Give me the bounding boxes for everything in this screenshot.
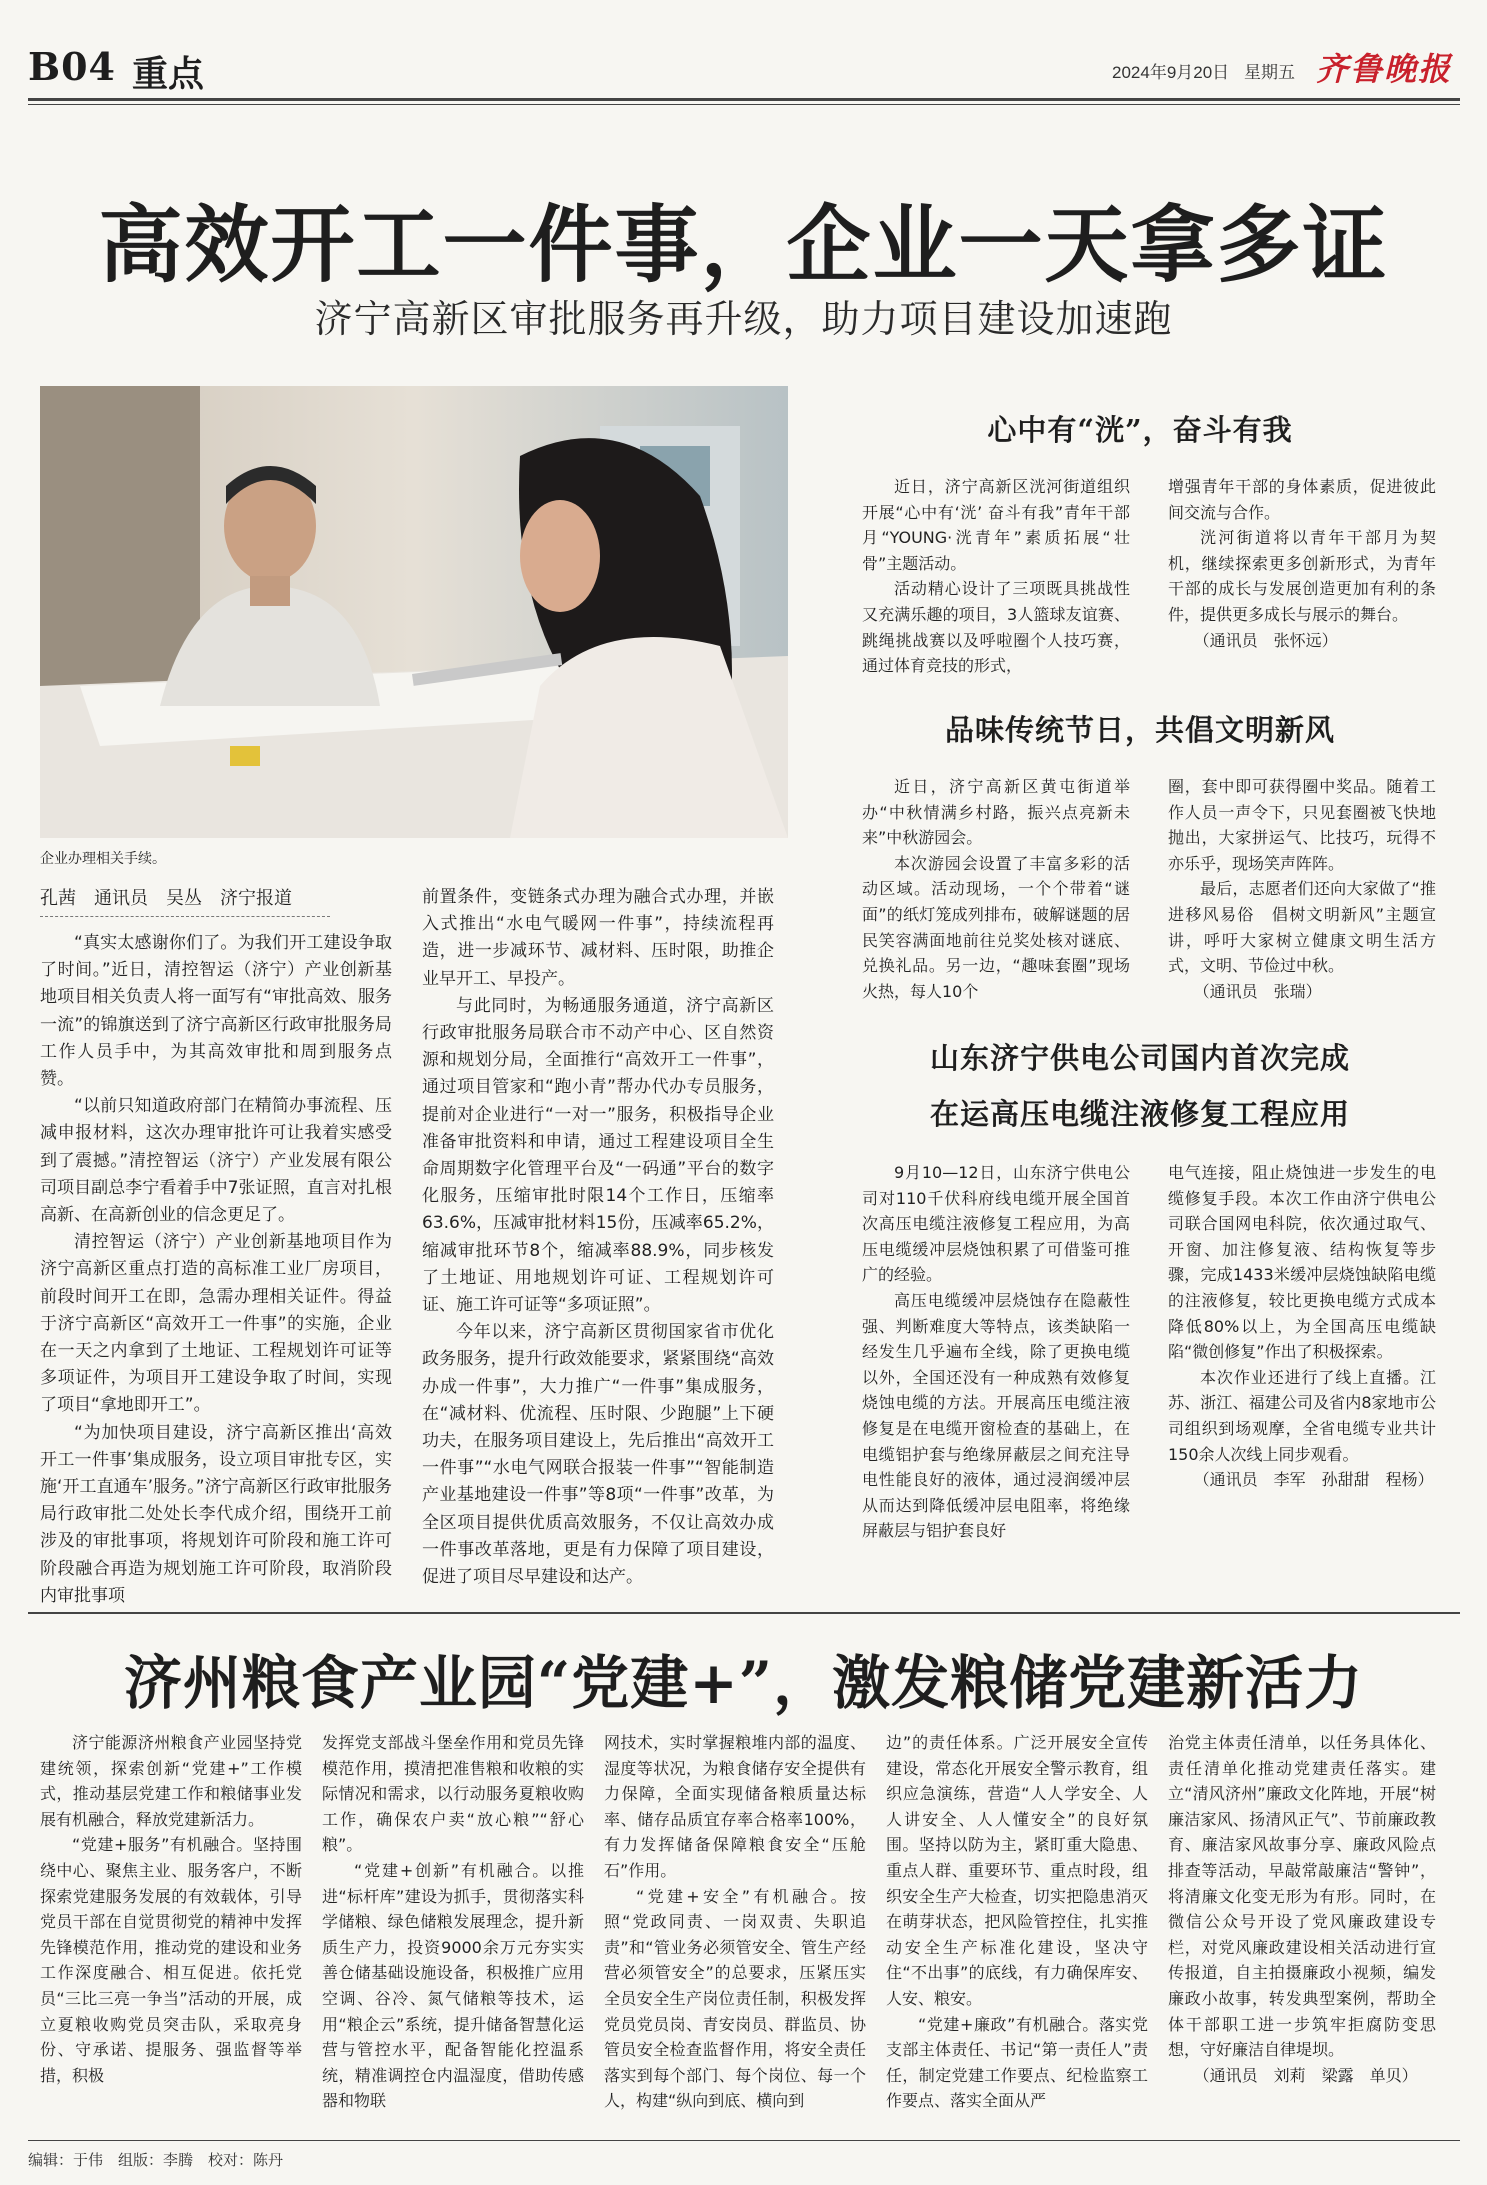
paragraph: 增强青年干部的身体素质，促进彼此间交流与合作。 xyxy=(1168,477,1436,522)
paragraph: 电气连接，阻止烧蚀进一步发生的电缆修复手段。本次工作由济宁供电公司联合国网电科院，依次通过取气、开窗、加注修复液、结构恢复等步骤，完成1433米缓冲层烧蚀缺陷电缆的注液修复，较比更换电缆方式成本降低80%以上，为全国高压电缆缺陷“微创修复”作出了积极探索。 xyxy=(1168,1163,1436,1362)
paragraph: 本次作业还进行了线上直播。江苏、浙江、福建公司及省内8家地市公司组织到场观摩，全省电缆专业共计150余人次线上同步观看。 xyxy=(1168,1367,1436,1464)
bottom-column-4 xyxy=(886,1730,1148,2114)
paragraph: 发挥党支部战斗堡垒作用和党员先锋模范作用，摸清把准售粮和收粮的实际情况和需求，以行动服务夏粮收购工作，确保农户卖“放心粮”“舒心粮”。 xyxy=(322,1733,584,1855)
paragraph: 近日，济宁高新区黄屯街道举办“中秋情满乡村路，振兴点亮新未来”中秋游园会。 xyxy=(862,777,1130,848)
paragraph: “以前只知道政府部门在精简办事流程、压减申报材料，这次办理审批许可让我着实感受到了震撼。”清控智运（济宁）产业发展有限公司项目副总李宁看着手中7张证照，直言对扎根高新、在高新创业的信念更足了。 xyxy=(40,1096,392,1226)
bottom-headline: 济州粮食产业园“党建+”，激发粮储党建新活力 xyxy=(123,1649,1364,1717)
main-column-1 xyxy=(40,930,392,1610)
photo-illustration xyxy=(40,386,788,838)
side-story-3-col-a xyxy=(862,1160,1130,1544)
paragraph: “党建+安全”有机融合。按照“党政同责、一岗双责、失职追责”和“管业务必须管安全、管生产经营必须管安全”的总要求，压紧压实全员安全生产岗位责任制，积极发挥党员党员岗、青安岗员、群监员、协管员安全检查监督作用，将安全责任落实到每个部门、每个岗位、每一个人，构建“纵向到底、横向到 xyxy=(604,1886,866,2111)
main-subheadline: 济宁高新区审批服务再升级，助力项目建设加速跑 xyxy=(314,297,1173,341)
bottom-column-3 xyxy=(604,1730,866,2114)
page-code: B04 xyxy=(28,44,116,89)
newspaper-logo: 齐鲁晚报 xyxy=(1316,50,1453,88)
header-rule xyxy=(28,98,1460,101)
header-rule-thin xyxy=(28,104,1460,105)
main-column-2 xyxy=(422,884,774,1591)
paragraph: 洸河街道将以青年干部月为契机，继续探索更多创新形式，为青年干部的成长与发展创造更加有利的条件，提供更多成长与展示的舞台。 xyxy=(1168,528,1436,624)
editor-credits: 编辑：于伟 组版：李腾 校对：陈丹 xyxy=(28,2151,284,2169)
paragraph: 圈，套中即可获得圈中奖品。随着工作人员一声令下，只见套圈被飞快地抛出，大家拼运气、比技巧，玩得不亦乐乎，现场笑声阵阵。 xyxy=(1168,777,1436,873)
main-headline: 高效开工一件事，企业一天拿多证 xyxy=(98,195,1389,294)
bottom-column-2 xyxy=(322,1730,584,2114)
side-story-2-col-a xyxy=(862,774,1130,1004)
paragraph: 活动精心设计了三项既具挑战性又充满乐趣的项目，3人篮球友谊赛、跳绳挑战赛以及呼啦圈个人技巧赛，通过体育竞技的形式， xyxy=(862,579,1130,676)
paragraph: 本次游园会设置了丰富多彩的活动区域。活动现场，一个个带着“谜面”的纸灯笼成列排布，破解谜题的居民笑容满面地前往兑奖处核对谜底、兑换礼品。另一边，“趣味套圈”现场火热，每人10个 xyxy=(862,853,1130,1001)
section-divider xyxy=(28,1612,1460,1614)
section-name: 重点 xyxy=(132,53,205,95)
byline: （通讯员 张怀远） xyxy=(1193,630,1338,650)
side-story-1-col-b xyxy=(1168,474,1436,653)
paragraph: “党建+创新”有机融合。以推进“标杆库”建设为抓手，贯彻落实科学储粮、绿色储粮发展理念，提升新质生产力，投资9000余万元夯实实善仓储基础设施设备，积极推广应用空调、谷冷、氮气储粮等技术，运用“粮企云”系统，提升储备智慧化运营与管控水平，配备智能化控温系统，精准调控仓内温湿度，借助传感器和物联 xyxy=(322,1860,584,2111)
paragraph: “党建+服务”有机融合。坚持围绕中心、聚焦主业、服务客户，不断探索党建服务发展的有效载体，引导党员干部在自觉贯彻党的精神中发挥先锋模范作用，推动党的建设和业务工作深度融合、相互促进。依托党员“三比三亮一争当”活动的开展，成立夏粮收购党员突击队，采取亮身份、守承诺、提服务、强监督等举措，积极 xyxy=(40,1835,302,2085)
byline-divider xyxy=(40,916,330,917)
issue-date: 2024年9月20日 xyxy=(1112,63,1230,82)
paragraph: 9月10—12日，山东济宁供电公司对110千伏科府线电缆开展全国首次高压电缆注液修复工程应用，为高压电缆缓冲层烧蚀积累了可借鉴可推广的经验。 xyxy=(862,1163,1130,1285)
side-story-2-title: 品味传统节日，共倡文明新风 xyxy=(944,713,1335,747)
paragraph: 网技术，实时掌握粮堆内部的温度、湿度等状况，为粮食储存安全提供有力保障，全面实现储备粮质量达标率、储存品质宜存率合格率100%，有力发挥储备保障粮食安全“压舱石”作用。 xyxy=(604,1733,866,1880)
byline: （通讯员 刘莉 梁露 单贝） xyxy=(1193,2065,1418,2085)
main-byline: 孔茜 通讯员 吴丛 济宁报道 xyxy=(40,888,292,909)
article-photo xyxy=(40,386,788,838)
paragraph: 治党主体责任清单，以任务具体化、责任清单化推动党建责任落实。建立“清风济州”廉政文化阵地，开展“树廉洁家风、扬清风正气”、节前廉政教育、廉洁家风故事分享、廉政风险点排查等活动，早敲常敲廉洁“警钟”，将清廉文化变无形为有形。同时，在微信公众号开设了党风廉政建设专栏，对党风廉政建设相关活动进行宣传报道，自主拍摄廉政小视频，编发廉政小故事，转发典型案例，帮助全体干部职工进一步筑牢拒腐防变思想，守好廉洁自律堤坝。 xyxy=(1168,1733,1436,2060)
photo-caption: 企业办理相关手续。 xyxy=(40,851,166,867)
side-story-3-title-line-1: 山东济宁供电公司国内首次完成 xyxy=(929,1041,1350,1075)
side-story-3-col-b xyxy=(1168,1160,1436,1493)
paragraph: “为加快项目建设，济宁高新区推出‘高效开工一件事’集成服务，设立项目审批专区，实施‘开工直通车’服务。”济宁高新区行政审批服务局行政审批二处处长李代成介绍，围绕开工前涉及的审批事项，将规划许可阶段和施工许可阶段融合再造为规划施工许可阶段，取消阶段内审批事项 xyxy=(40,1422,392,1606)
paragraph: 前置条件，变链条式办理为融合式办理，并嵌入式推出“水电气暖网一件事”，持续流程再造，进一步减环节、减材料、压时限，助推企业早开工、早投产。 xyxy=(422,887,774,989)
byline: （通讯员 张瑞） xyxy=(1193,981,1322,1001)
bottom-column-1 xyxy=(40,1730,302,2088)
paragraph: “党建+廉政”有机融合。落实党支部主体责任、书记“第一责任人”责任，制定党建工作要点、纪检监察工作要点、落实全面从严 xyxy=(886,2014,1148,2111)
side-story-2-col-b xyxy=(1168,774,1436,1004)
paragraph: 最后，志愿者们还向大家做了“推进移风易俗 倡树文明新风”主题宣讲，呼吁大家树立健康文明生活方式，文明、节俭过中秋。 xyxy=(1168,879,1436,976)
paragraph: 清控智运（济宁）产业创新基地项目作为济宁高新区重点打造的高标准工业厂房项目，前段时间开工在即，急需办理相关证件。得益于济宁高新区“高效开工一件事”的实施，企业在一天之内拿到了土地证、工程规划许可证等多项证件，为项目开工建设争取了时间，实现了项目“拿地即开工”。 xyxy=(40,1232,392,1416)
paragraph: 边”的责任体系。广泛开展安全宣传建设，常态化开展安全警示教育，组织应急演练，营造“人人学安全、人人讲安全、人人懂安全”的良好氛围。坚持以防为主，紧盯重大隐患、重点人群、重要环节、重点时段，组织安全生产大检查，切实把隐患消灭在萌芽状态，把风险管控住，扎实推动安全生产标准化建设，坚决守住“不出事”的底线，有力确保库安、人安、粮安。 xyxy=(886,1733,1148,2008)
paragraph: 近日，济宁高新区洸河街道组织开展“心中有‘洸’ 奋斗有我”青年干部月“YOUNG·洸青年”素质拓展“壮骨”主题活动。 xyxy=(862,477,1130,573)
side-story-1-title: 心中有“洸”，奋斗有我 xyxy=(987,413,1293,447)
bottom-column-5 xyxy=(1168,1730,1436,2088)
side-story-3-title-line-2: 在运高压电缆注液修复工程应用 xyxy=(929,1097,1350,1131)
paragraph: 济宁能源济州粮食产业园坚持党建统领，探索创新“党建+”工作模式，推动基层党建工作和粮储事业发展有机融合，释放党建新活力。 xyxy=(40,1733,302,1829)
footer-rule xyxy=(28,2140,1460,2141)
paragraph: “真实太感谢你们了。为我们开工建设争取了时间。”近日，清控智运（济宁）产业创新基地项目相关负责人将一面写有“审批高效、服务一流”的锦旗送到了济宁高新区行政审批服务局工作人员手中，为其高效审批和周到服务点赞。 xyxy=(40,933,392,1090)
paragraph: 高压电缆缓冲层烧蚀存在隐蔽性强、判断难度大等特点，该类缺陷一经发生几乎遍布全线，除了更换电缆以外，全国还没有一种成熟有效修复烧蚀电缆的方法。开展高压电缆注液修复是在电缆开窗检查的基础上，在电缆铝护套与绝缘屏蔽层之间充注导电性能良好的液体，通过浸润缓冲层从而达到降低缓冲层电阻率，将绝缘屏蔽层与铝护套良好 xyxy=(862,1290,1130,1541)
paragraph: 今年以来，济宁高新区贯彻国家省市优化政务服务，提升行政效能要求，紧紧围绕“高效办成一件事”，大力推广“一件事”集成服务，在“减材料、优流程、压时限、少跑腿”上下硬功夫，在服务项目建设上，先后推出“高效开工一件事”“水电气网联合报装一件事”“智能制造产业基地建设一件事”等8项“一件事”改革，为全区项目提供优质高效服务，不仅让高效办成一件事改革落地，更是有力保障了项目建设，促进了项目尽早建设和达产。 xyxy=(422,1322,774,1588)
side-story-1-col-a xyxy=(862,474,1130,679)
byline: （通讯员 李军 孙甜甜 程杨） xyxy=(1193,1470,1434,1490)
issue-weekday: 星期五 xyxy=(1244,63,1295,82)
paragraph: 与此同时，为畅通服务通道，济宁高新区行政审批服务局联合市不动产中心、区自然资源和规划分局，全面推行“高效开工一件事”，通过项目管家和“跑小青”帮办代办专员服务，提前对企业进行“一对一”服务，积极指导企业准备审批资料和申请，通过工程建设项目全生命周期数字化管理平台及“一码通”平台的数字化服务，压缩审批时限14个工作日，压缩率63.6%，压减审批材料15份，压减率65.2%，缩减审批环节8个，缩减率88.9%，同步核发了土地证、用地规划许可证、工程规划许可证、施工许可证等“多项证照”。 xyxy=(422,995,774,1316)
